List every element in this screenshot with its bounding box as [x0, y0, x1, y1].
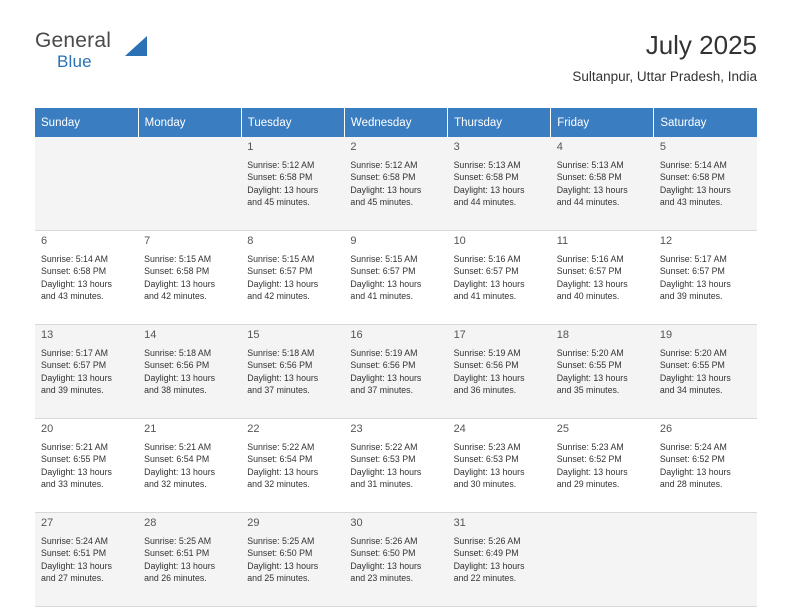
day-number: 23	[350, 423, 363, 435]
day-detail-line: Sunrise: 5:14 AM	[41, 253, 108, 264]
day-number: 21	[144, 423, 157, 435]
day-detail-line: and 23 minutes.	[350, 573, 414, 584]
calendar-day-cell[interactable]	[344, 419, 447, 513]
day-detail-line: Daylight: 13 hours	[144, 372, 216, 383]
day-detail-line: Daylight: 13 hours	[556, 466, 628, 477]
day-number: 19	[659, 329, 673, 341]
day-detail-line: and 30 minutes.	[453, 479, 517, 490]
day-number: 14	[144, 329, 157, 341]
day-detail-line: Daylight: 13 hours	[659, 466, 731, 477]
day-detail-line: Daylight: 13 hours	[453, 466, 525, 477]
calendar-week-row	[35, 231, 757, 325]
day-detail-line: Daylight: 13 hours	[41, 466, 112, 477]
calendar-day-cell[interactable]	[344, 231, 447, 325]
weekday-header-wednesday: Wednesday	[344, 108, 447, 137]
day-detail-line: Sunrise: 5:12 AM	[247, 159, 315, 170]
logo-primary-text: General	[35, 29, 112, 52]
day-detail-line: Daylight: 13 hours	[659, 184, 731, 195]
day-detail-line: Sunset: 6:51 PM	[41, 548, 107, 559]
day-detail-line: Sunset: 6:57 PM	[659, 266, 725, 277]
day-detail-line: Sunset: 6:58 PM	[41, 266, 107, 277]
day-detail-line: Sunset: 6:58 PM	[453, 172, 519, 183]
day-detail-line: Sunrise: 5:22 AM	[350, 441, 418, 452]
day-detail-line: Sunset: 6:56 PM	[144, 360, 210, 371]
page-header	[35, 0, 757, 92]
day-detail-line: Daylight: 13 hours	[453, 278, 525, 289]
calendar-day-cell[interactable]	[654, 137, 757, 231]
day-detail-line: and 40 minutes.	[556, 291, 620, 302]
calendar-day-cell[interactable]	[344, 513, 447, 607]
calendar-week-row	[35, 137, 757, 231]
day-detail-line: Daylight: 13 hours	[659, 372, 731, 383]
calendar-day-cell[interactable]	[654, 419, 757, 513]
calendar-day-cell[interactable]	[138, 419, 241, 513]
day-detail-line: Daylight: 13 hours	[41, 560, 112, 571]
day-number: 28	[144, 517, 157, 529]
day-detail-line: Daylight: 13 hours	[659, 278, 731, 289]
day-detail-line: Daylight: 13 hours	[350, 278, 422, 289]
calendar-empty-cell	[654, 513, 757, 607]
day-detail-line: Daylight: 13 hours	[144, 560, 216, 571]
day-detail-line: Sunset: 6:53 PM	[350, 454, 416, 465]
day-detail-line: Sunrise: 5:24 AM	[41, 535, 108, 546]
day-detail-line: Daylight: 13 hours	[350, 560, 422, 571]
day-detail-line: and 25 minutes.	[247, 573, 310, 584]
day-detail-line: Sunrise: 5:13 AM	[556, 159, 624, 170]
day-number: 6	[41, 235, 48, 247]
day-detail-line: and 35 minutes.	[556, 385, 620, 396]
calendar-day-cell[interactable]	[448, 419, 551, 513]
calendar-day-cell[interactable]	[551, 137, 654, 231]
logo-secondary-text: Blue	[57, 52, 92, 71]
day-detail-line: Sunset: 6:57 PM	[350, 266, 416, 277]
calendar-empty-cell	[35, 137, 138, 231]
day-number: 18	[556, 329, 569, 341]
day-number: 8	[247, 235, 254, 247]
calendar-table	[35, 108, 757, 607]
calendar-day-cell[interactable]	[138, 325, 241, 419]
day-number: 16	[350, 329, 363, 341]
day-number: 22	[247, 423, 260, 435]
day-number: 1	[247, 141, 254, 153]
calendar-day-cell[interactable]	[448, 231, 551, 325]
calendar-header-row	[35, 108, 757, 137]
day-detail-line: Daylight: 13 hours	[247, 466, 319, 477]
day-detail-line: Sunrise: 5:19 AM	[350, 347, 418, 358]
day-detail-line: Sunset: 6:57 PM	[41, 360, 107, 371]
day-detail-line: Daylight: 13 hours	[247, 560, 319, 571]
day-detail-line: Sunrise: 5:23 AM	[453, 441, 521, 452]
day-number: 30	[350, 517, 363, 529]
calendar-day-cell[interactable]	[241, 325, 344, 419]
day-detail-line: Sunset: 6:58 PM	[144, 266, 210, 277]
calendar-day-cell[interactable]	[551, 325, 654, 419]
weekday-header-friday: Friday	[551, 108, 654, 137]
day-number: 2	[350, 141, 357, 153]
day-detail-line: Sunrise: 5:20 AM	[659, 347, 727, 358]
calendar-empty-cell	[138, 137, 241, 231]
day-detail-line: Sunrise: 5:26 AM	[453, 535, 521, 546]
day-detail-line: and 42 minutes.	[247, 291, 310, 302]
day-detail-line: and 37 minutes.	[247, 385, 310, 396]
day-number: 27	[41, 517, 54, 529]
calendar-week-row	[35, 419, 757, 513]
day-detail-line: Daylight: 13 hours	[556, 372, 628, 383]
day-detail-line: Daylight: 13 hours	[350, 466, 422, 477]
day-detail-line: and 41 minutes.	[350, 291, 414, 302]
calendar-day-cell[interactable]	[654, 231, 757, 325]
day-detail-line: and 37 minutes.	[350, 385, 414, 396]
day-detail-line: Daylight: 13 hours	[247, 278, 319, 289]
calendar-day-cell[interactable]	[448, 137, 551, 231]
day-detail-line: Sunset: 6:56 PM	[247, 360, 313, 371]
day-detail-line: Sunset: 6:58 PM	[247, 172, 313, 183]
day-detail-line: Sunrise: 5:18 AM	[144, 347, 212, 358]
day-detail-line: Sunrise: 5:15 AM	[247, 253, 315, 264]
day-number: 12	[659, 235, 673, 247]
day-detail-line: Sunrise: 5:17 AM	[41, 347, 108, 358]
calendar-day-cell[interactable]	[138, 231, 241, 325]
day-detail-line: Daylight: 13 hours	[556, 184, 628, 195]
page-subtitle: Sultanpur, Uttar Pradesh, India	[572, 69, 757, 85]
day-detail-line: Sunset: 6:56 PM	[453, 360, 519, 371]
calendar-day-cell[interactable]	[551, 419, 654, 513]
calendar-week-row	[35, 513, 757, 607]
day-number: 5	[659, 141, 666, 153]
day-detail-line: and 27 minutes.	[41, 573, 104, 584]
calendar-empty-cell	[551, 513, 654, 607]
day-number: 10	[453, 235, 466, 247]
day-detail-line: Daylight: 13 hours	[144, 278, 216, 289]
title-block	[572, 30, 757, 84]
day-number: 7	[144, 235, 151, 247]
day-detail-line: Sunrise: 5:16 AM	[556, 253, 624, 264]
day-detail-line: Sunset: 6:58 PM	[556, 172, 622, 183]
page-title: July 2025	[645, 30, 757, 60]
day-detail-line: Sunrise: 5:15 AM	[350, 253, 418, 264]
day-detail-line: and 39 minutes.	[659, 291, 723, 302]
calendar-day-cell[interactable]	[241, 231, 344, 325]
calendar-day-cell[interactable]	[551, 231, 654, 325]
day-detail-line: Sunrise: 5:16 AM	[453, 253, 521, 264]
day-detail-line: and 45 minutes.	[247, 197, 310, 208]
day-detail-line: and 29 minutes.	[556, 479, 620, 490]
day-number: 25	[556, 423, 569, 435]
weekday-header-thursday: Thursday	[448, 108, 551, 137]
day-detail-line: Sunset: 6:58 PM	[659, 172, 725, 183]
calendar-day-cell[interactable]	[35, 231, 138, 325]
day-number: 13	[41, 329, 54, 341]
day-detail-line: Sunrise: 5:20 AM	[556, 347, 624, 358]
day-detail-line: Sunrise: 5:17 AM	[659, 253, 727, 264]
calendar-week-row	[35, 325, 757, 419]
day-number: 3	[453, 141, 460, 153]
day-number: 24	[453, 423, 466, 435]
day-detail-line: and 38 minutes.	[144, 385, 207, 396]
day-detail-line: and 42 minutes.	[144, 291, 207, 302]
day-detail-line: and 28 minutes.	[659, 479, 723, 490]
day-number: 17	[453, 329, 466, 341]
day-detail-line: Daylight: 13 hours	[453, 184, 525, 195]
weekday-header-tuesday: Tuesday	[241, 108, 344, 137]
day-detail-line: Sunrise: 5:13 AM	[453, 159, 521, 170]
day-detail-line: Sunset: 6:50 PM	[247, 548, 313, 559]
logo-triangle-icon	[125, 36, 147, 56]
calendar-day-cell[interactable]	[344, 325, 447, 419]
calendar-day-cell[interactable]	[241, 419, 344, 513]
day-number: 4	[556, 141, 563, 153]
day-detail-line: Sunset: 6:55 PM	[659, 360, 725, 371]
calendar-day-cell[interactable]	[654, 325, 757, 419]
day-detail-line: and 26 minutes.	[144, 573, 207, 584]
day-number: 26	[659, 423, 673, 435]
day-detail-line: and 44 minutes.	[556, 197, 620, 208]
day-detail-line: Sunrise: 5:25 AM	[144, 535, 212, 546]
day-detail-line: Daylight: 13 hours	[144, 466, 216, 477]
day-detail-line: Sunset: 6:55 PM	[41, 454, 107, 465]
day-detail-line: Sunset: 6:53 PM	[453, 454, 519, 465]
day-detail-line: Sunset: 6:50 PM	[350, 548, 416, 559]
day-detail-line: Daylight: 13 hours	[350, 184, 422, 195]
calendar-day-cell[interactable]	[138, 513, 241, 607]
day-detail-line: and 34 minutes.	[659, 385, 723, 396]
day-detail-line: Daylight: 13 hours	[556, 278, 628, 289]
day-detail-line: Sunset: 6:49 PM	[453, 548, 519, 559]
calendar-body	[35, 137, 757, 607]
day-number: 11	[556, 235, 569, 247]
day-detail-line: Sunrise: 5:21 AM	[144, 441, 212, 452]
day-number: 31	[453, 517, 466, 529]
day-detail-line: Sunrise: 5:12 AM	[350, 159, 418, 170]
day-detail-line: and 36 minutes.	[453, 385, 517, 396]
day-number: 29	[247, 517, 260, 529]
day-detail-line: Sunrise: 5:21 AM	[41, 441, 108, 452]
calendar-day-cell[interactable]	[35, 513, 138, 607]
day-detail-line: and 22 minutes.	[453, 573, 517, 584]
day-detail-line: Sunrise: 5:25 AM	[247, 535, 315, 546]
day-detail-line: Sunset: 6:57 PM	[556, 266, 622, 277]
calendar-day-cell[interactable]	[241, 137, 344, 231]
day-number: 20	[41, 423, 54, 435]
day-detail-line: Sunset: 6:52 PM	[659, 454, 725, 465]
day-detail-line: Daylight: 13 hours	[41, 278, 112, 289]
day-detail-line: Sunrise: 5:23 AM	[556, 441, 624, 452]
day-detail-line: Daylight: 13 hours	[247, 372, 319, 383]
day-detail-line: Sunrise: 5:14 AM	[659, 159, 727, 170]
day-detail-line: and 43 minutes.	[41, 291, 104, 302]
day-detail-line: Sunset: 6:58 PM	[350, 172, 416, 183]
day-detail-line: Sunset: 6:54 PM	[144, 454, 210, 465]
weekday-header-saturday: Saturday	[654, 108, 757, 137]
day-detail-line: and 45 minutes.	[350, 197, 414, 208]
day-detail-line: and 44 minutes.	[453, 197, 517, 208]
day-detail-line: and 31 minutes.	[350, 479, 414, 490]
day-detail-line: Sunrise: 5:26 AM	[350, 535, 418, 546]
calendar-day-cell[interactable]	[241, 513, 344, 607]
calendar-day-cell[interactable]	[448, 325, 551, 419]
day-detail-line: Sunrise: 5:15 AM	[144, 253, 212, 264]
calendar-day-cell[interactable]	[344, 137, 447, 231]
day-detail-line: Sunrise: 5:19 AM	[453, 347, 521, 358]
day-detail-line: Daylight: 13 hours	[350, 372, 422, 383]
day-detail-line: Sunrise: 5:18 AM	[247, 347, 315, 358]
day-detail-line: Sunset: 6:57 PM	[453, 266, 519, 277]
calendar-day-cell[interactable]	[448, 513, 551, 607]
day-detail-line: Daylight: 13 hours	[453, 560, 525, 571]
day-detail-line: and 32 minutes.	[144, 479, 207, 490]
weekday-header-monday: Monday	[138, 108, 241, 137]
day-number: 9	[350, 235, 357, 247]
day-detail-line: Sunset: 6:52 PM	[556, 454, 622, 465]
day-detail-line: Sunrise: 5:24 AM	[659, 441, 727, 452]
day-detail-line: Sunset: 6:55 PM	[556, 360, 622, 371]
generalblue-logo	[35, 30, 155, 76]
day-detail-line: and 43 minutes.	[659, 197, 723, 208]
day-detail-line: and 41 minutes.	[453, 291, 517, 302]
day-number: 15	[247, 329, 260, 341]
day-detail-line: Daylight: 13 hours	[453, 372, 525, 383]
calendar-day-cell[interactable]	[35, 325, 138, 419]
day-detail-line: Sunrise: 5:22 AM	[247, 441, 315, 452]
day-detail-line: Sunset: 6:57 PM	[247, 266, 313, 277]
day-detail-line: Sunset: 6:51 PM	[144, 548, 210, 559]
calendar-day-cell[interactable]	[35, 419, 138, 513]
weekday-header-sunday: Sunday	[35, 108, 138, 137]
day-detail-line: Daylight: 13 hours	[41, 372, 112, 383]
day-detail-line: Sunset: 6:54 PM	[247, 454, 313, 465]
day-detail-line: and 33 minutes.	[41, 479, 104, 490]
day-detail-line: Daylight: 13 hours	[247, 184, 319, 195]
day-detail-line: Sunset: 6:56 PM	[350, 360, 416, 371]
day-detail-line: and 32 minutes.	[247, 479, 310, 490]
day-detail-line: and 39 minutes.	[41, 385, 104, 396]
